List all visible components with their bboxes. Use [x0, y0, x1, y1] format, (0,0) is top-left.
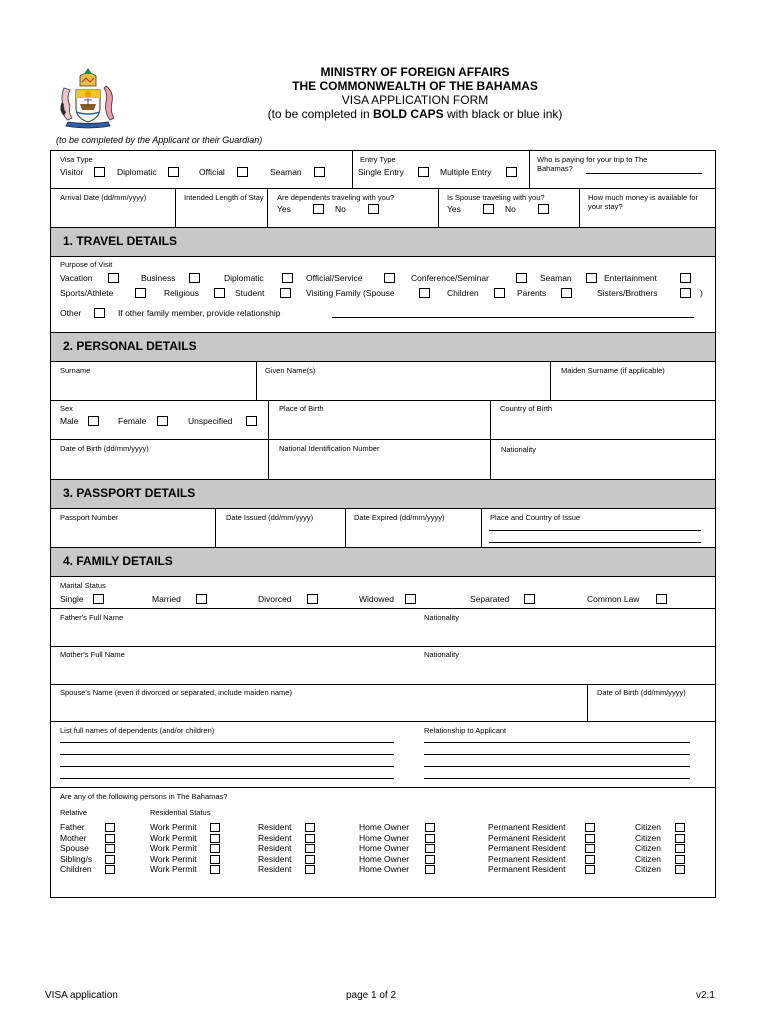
work-permit-checkbox[interactable]: [210, 865, 220, 874]
date-of-birth-label: Date of Birth (dd/mm/yyyy): [60, 444, 149, 453]
permanent-resident-label: Permanent Resident: [488, 822, 566, 832]
place-of-issue-line-1[interactable]: [489, 530, 701, 531]
dependents-no-checkbox[interactable]: [368, 204, 379, 214]
vacation-checkbox[interactable]: [108, 273, 119, 283]
length-of-stay-label: Intended Length of Stay: [184, 193, 264, 202]
relative-label: Children: [60, 864, 92, 874]
work-permit-label: Work Permit: [150, 843, 197, 853]
footer-page-number: page 1 of 2: [346, 990, 397, 1001]
country-of-birth-label: Country of Birth: [500, 404, 553, 413]
purpose-diplomatic-checkbox[interactable]: [282, 273, 293, 283]
relative-checkbox[interactable]: [105, 865, 115, 874]
personal-details-header: 2. PERSONAL DETAILS: [50, 332, 716, 362]
family-details-header: 4. FAMILY DETAILS: [50, 547, 716, 577]
visiting-family-spouse-checkbox[interactable]: [419, 288, 430, 298]
single-checkbox[interactable]: [93, 594, 104, 604]
home-owner-checkbox[interactable]: [425, 844, 435, 853]
resident-checkbox[interactable]: [305, 844, 315, 853]
citizen-label: Citizen: [635, 864, 661, 874]
permanent-resident-label: Permanent Resident: [488, 864, 566, 874]
work-permit-checkbox[interactable]: [210, 855, 220, 864]
sports-checkbox[interactable]: [135, 288, 146, 298]
student-checkbox[interactable]: [280, 288, 291, 298]
home-owner-label: Home Owner: [359, 853, 410, 864]
business-checkbox[interactable]: [189, 273, 200, 283]
married-checkbox[interactable]: [196, 594, 207, 604]
relationship-line-3[interactable]: [424, 766, 690, 767]
dependent-name-line-4[interactable]: [60, 778, 394, 779]
home-owner-label: Home Owner: [359, 843, 410, 853]
permanent-resident-label: Permanent Resident: [488, 853, 566, 864]
resident-label: Resident: [258, 832, 292, 843]
dependent-name-line-3[interactable]: [60, 766, 394, 767]
mother-name-label: Mother's Full Name: [60, 650, 125, 659]
religious-checkbox[interactable]: [214, 288, 225, 298]
citizen-checkbox[interactable]: [675, 834, 685, 843]
relationship-label: Relationship to Applicant: [424, 726, 507, 735]
place-of-birth-label: Place of Birth: [279, 404, 324, 413]
permanent-resident-label: Permanent Resident: [488, 843, 566, 853]
resident-label: Resident: [258, 864, 292, 874]
purpose-seaman-checkbox[interactable]: [586, 273, 597, 283]
coat-of-arms-crest: [56, 68, 120, 130]
dependents-yes-checkbox[interactable]: [313, 204, 324, 214]
other-relationship-field[interactable]: [332, 317, 694, 318]
money-available-label: How much money is available for your stay?: [588, 193, 699, 211]
passport-details-header: 3. PASSPORT DETAILS: [50, 479, 716, 509]
work-permit-checkbox[interactable]: [210, 844, 220, 853]
relative-label: Father: [60, 822, 85, 832]
work-permit-label: Work Permit: [150, 832, 197, 843]
resident-checkbox[interactable]: [305, 855, 315, 864]
persons-in-bahamas-label: Are any of the following persons in The Bahamas?: [60, 792, 228, 801]
home-owner-checkbox[interactable]: [425, 865, 435, 874]
spouse-name-label: Spouse's Name (even if divorced or separated, include maiden name): [60, 688, 292, 697]
home-owner-label: Home Owner: [359, 822, 410, 832]
citizen-checkbox[interactable]: [675, 844, 685, 853]
resident-label: Resident: [258, 822, 292, 832]
footer-version: v2.1: [696, 990, 715, 1001]
ministry-title: MINISTRY OF FOREIGN AFFAIRS: [320, 65, 510, 79]
permanent-resident-checkbox[interactable]: [585, 865, 595, 874]
given-names-label: Given Name(s): [265, 366, 316, 375]
work-permit-checkbox[interactable]: [210, 834, 220, 843]
multiple-entry-checkbox[interactable]: [506, 167, 517, 177]
permanent-resident-checkbox[interactable]: [585, 834, 595, 843]
entertainment-checkbox[interactable]: [680, 273, 691, 283]
place-of-issue-label: Place and Country of Issue: [490, 513, 581, 522]
work-permit-label: Work Permit: [150, 853, 197, 864]
male-checkbox[interactable]: [88, 416, 99, 426]
relative-checkbox[interactable]: [105, 844, 115, 853]
guardian-note: (to be completed by the Applicant or their Guardian): [56, 135, 263, 145]
form-frame: [50, 150, 716, 898]
resident-label: Resident: [258, 843, 292, 853]
work-permit-label: Work Permit: [150, 864, 197, 874]
citizen-label: Citizen: [635, 853, 661, 864]
home-owner-checkbox[interactable]: [425, 855, 435, 864]
permanent-resident-checkbox[interactable]: [585, 844, 595, 853]
resident-checkbox[interactable]: [305, 865, 315, 874]
passport-number-label: Passport Number: [60, 513, 119, 522]
relative-label: Sibling/s: [60, 853, 93, 864]
visa-type-label: Visa Type: [60, 155, 93, 164]
mother-nationality-label: Nationality: [424, 650, 460, 659]
resident-checkbox[interactable]: [305, 834, 315, 843]
female-checkbox[interactable]: [157, 416, 168, 426]
purpose-label: Purpose of Visit: [60, 260, 113, 269]
entry-type-label: Entry Type: [360, 155, 396, 164]
spouse-yes-checkbox[interactable]: [483, 204, 494, 214]
place-of-issue-line-2[interactable]: [489, 542, 701, 543]
citizen-label: Citizen: [635, 832, 661, 843]
sex-label: Sex: [60, 404, 73, 413]
spouse-dob-label: Date of Birth (dd/mm/yyyy): [597, 688, 686, 697]
widowed-checkbox[interactable]: [405, 594, 416, 604]
permanent-resident-checkbox[interactable]: [585, 855, 595, 864]
visitor-checkbox[interactable]: [94, 167, 105, 177]
official-checkbox[interactable]: [237, 167, 248, 177]
dependent-name-line-2[interactable]: [60, 754, 394, 755]
father-nationality-label: Nationality: [424, 613, 460, 622]
spouse-traveling-label: Is Spouse traveling with you?: [447, 193, 545, 202]
visiting-parents-checkbox[interactable]: [561, 288, 572, 298]
home-owner-label: Home Owner: [359, 832, 410, 843]
arrival-date-label: Arrival Date (dd/mm/yyyy): [60, 193, 147, 202]
single-entry-checkbox[interactable]: [418, 167, 429, 177]
surname-label: Surname: [60, 366, 91, 375]
form-title: VISA APPLICATION FORM: [341, 93, 489, 107]
citizen-label: Citizen: [635, 822, 661, 832]
relative-checkbox[interactable]: [105, 834, 115, 843]
citizen-label: Citizen: [635, 843, 661, 853]
marital-status-label: Marital Status: [60, 581, 106, 590]
date-issued-label: Date Issued (dd/mm/yyyy): [226, 513, 314, 522]
travel-details-header: 1. TRAVEL DETAILS: [50, 227, 716, 257]
footer-doc-name: VISA application: [45, 990, 118, 1001]
relative-label: Spouse: [60, 843, 89, 853]
citizen-checkbox[interactable]: [675, 865, 685, 874]
citizen-checkbox[interactable]: [675, 823, 685, 832]
home-owner-label: Home Owner: [359, 864, 410, 874]
work-permit-label: Work Permit: [150, 822, 197, 832]
relative-column-header: Relative: [60, 808, 88, 817]
separated-checkbox[interactable]: [524, 594, 535, 604]
national-id-label: National Identification Number: [279, 444, 380, 453]
resident-checkbox[interactable]: [305, 823, 315, 832]
conference-checkbox[interactable]: [516, 273, 527, 283]
visiting-children-checkbox[interactable]: [494, 288, 505, 298]
date-expired-label: Date Expired (dd/mm/yyyy): [354, 513, 445, 522]
who-paying-field[interactable]: [586, 173, 702, 174]
dependent-name-line-1[interactable]: [60, 742, 394, 743]
residential-status-header: Residential Status: [150, 808, 211, 817]
unspecified-checkbox[interactable]: [246, 416, 257, 426]
permanent-resident-label: Permanent Resident: [488, 832, 566, 843]
relative-label: Mother: [60, 832, 87, 843]
permanent-resident-checkbox[interactable]: [585, 823, 595, 832]
resident-label: Resident: [258, 853, 292, 864]
maiden-surname-label: Maiden Surname (if applicable): [561, 366, 665, 375]
dependents-traveling-label: Are dependents traveling with you?: [277, 193, 395, 202]
divorced-checkbox[interactable]: [307, 594, 318, 604]
form-instruction: (to be completed in BOLD CAPS with black or blue ink): [267, 107, 563, 121]
nationality-label: Nationality: [501, 445, 537, 454]
spouse-no-checkbox[interactable]: [538, 204, 549, 214]
citizen-checkbox[interactable]: [675, 855, 685, 864]
relationship-line-2[interactable]: [424, 754, 690, 755]
commonwealth-title: THE COMMONWEALTH OF THE BAHAMAS: [292, 79, 538, 93]
visiting-siblings-checkbox[interactable]: [680, 288, 691, 298]
relative-checkbox[interactable]: [105, 855, 115, 864]
relationship-line-1[interactable]: [424, 742, 690, 743]
who-paying-label: Who is paying for your trip to The Bahamas?: [537, 155, 648, 173]
dependents-list-label: List full names of dependents (and/or children): [60, 726, 215, 735]
other-purpose-checkbox[interactable]: [94, 308, 105, 318]
official-service-checkbox[interactable]: [384, 273, 395, 283]
father-name-label: Father's Full Name: [60, 613, 124, 622]
work-permit-checkbox[interactable]: [210, 823, 220, 832]
diplomatic-checkbox[interactable]: [168, 167, 179, 177]
seaman-checkbox[interactable]: [314, 167, 325, 177]
home-owner-checkbox[interactable]: [425, 834, 435, 843]
home-owner-checkbox[interactable]: [425, 823, 435, 832]
relative-checkbox[interactable]: [105, 823, 115, 832]
common-law-checkbox[interactable]: [656, 594, 667, 604]
relationship-line-4[interactable]: [424, 778, 690, 779]
